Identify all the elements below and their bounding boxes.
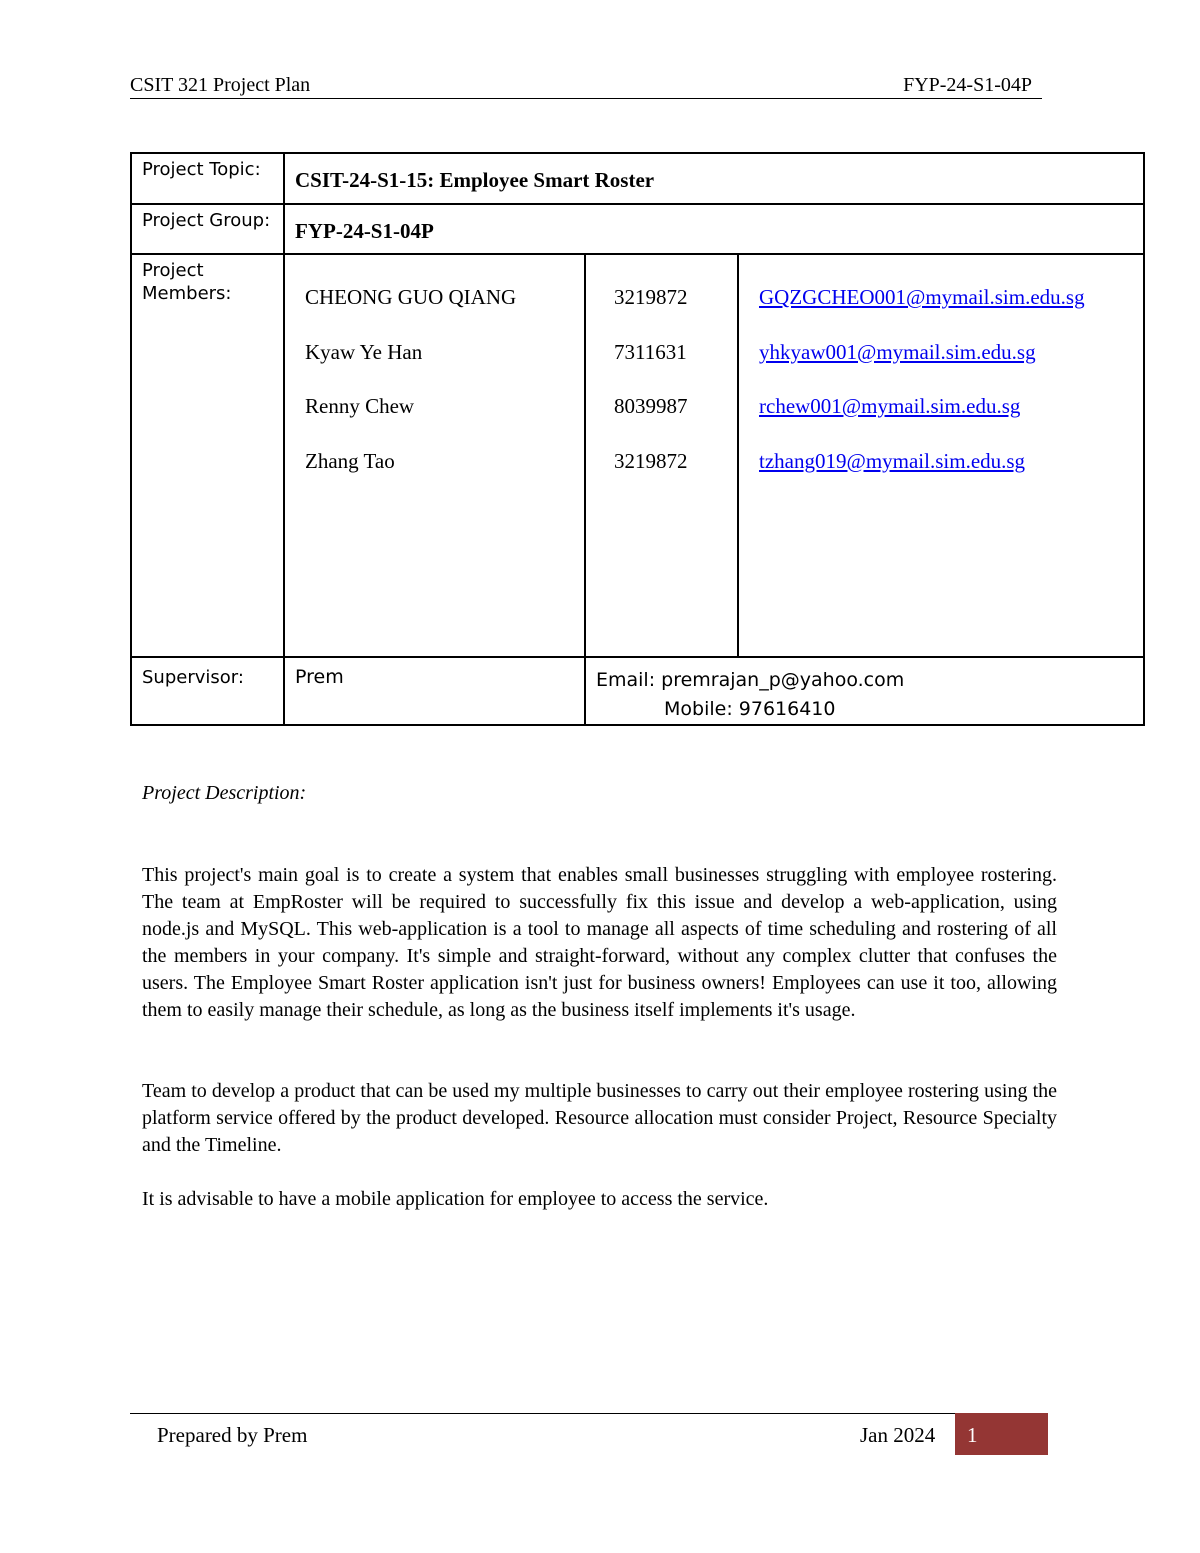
header-title: CSIT 321 Project Plan (130, 74, 311, 96)
description-title: Project Description: (142, 782, 307, 804)
page-number-box (955, 1413, 1048, 1455)
member-id: 7311631 (614, 339, 687, 364)
member-name: Zhang Tao (305, 448, 395, 473)
member-name: Kyaw Ye Han (305, 339, 423, 364)
page-header (130, 72, 1042, 99)
member-email-link[interactable]: tzhang019@mymail.sim.edu.sg (759, 448, 1026, 473)
description-paragraph-3: It is advisable to have a mobile application for employee to access the service. (142, 1188, 769, 1210)
supervisor-contact (585, 657, 1144, 725)
members-label: Project Members: (131, 254, 284, 657)
member-email-link[interactable]: rchew001@mymail.sim.edu.sg (759, 394, 1021, 418)
topic-label: Project Topic: (131, 153, 284, 204)
supervisor-email: Email: premrajan_p@yahoo.com (596, 669, 905, 691)
member-names-cell (284, 254, 585, 657)
description-paragraph-2: Team to develop a product that can be used my multiple businesses to carry out their employee rostering using the platform service offered by the product developed. Resource allocation must consider Project, Resource Specialty and the Timeline. (142, 1080, 1057, 1156)
member-id: 8039987 (614, 394, 688, 418)
supervisor-mobile: Mobile: 97616410 (664, 698, 836, 720)
member-name: Renny Chew (305, 394, 415, 418)
supervisor-label: Supervisor: (131, 657, 284, 725)
group-label: Project Group: (131, 204, 284, 254)
member-email-link[interactable]: yhkyaw001@mymail.sim.edu.sg (759, 339, 1036, 364)
footer-divider (130, 1413, 955, 1414)
member-ids-cell (585, 254, 738, 657)
member-id: 3219872 (614, 285, 688, 309)
footer-date: Jan 2024 (860, 1423, 936, 1447)
member-name: CHEONG GUO QIANG (305, 285, 517, 309)
page-number: 1 (967, 1423, 978, 1447)
group-value: FYP-24-S1-04P (284, 204, 1144, 254)
footer-prepared-by: Prepared by Prem (157, 1423, 308, 1447)
project-info-table (130, 152, 1145, 726)
topic-value: CSIT-24-S1-15: Employee Smart Roster (284, 153, 1144, 204)
member-email-link[interactable]: GQZGCHEO001@mymail.sim.edu.sg (759, 285, 1085, 309)
header-code: FYP-24-S1-04P (903, 74, 1032, 96)
member-id: 3219872 (614, 448, 688, 473)
member-emails-cell (738, 254, 1144, 657)
supervisor-name: Prem (284, 657, 585, 725)
description-paragraph-1: This project's main goal is to create a system that enables small businesses struggling with employee rostering. The team at EmpRoster will be required to successfully fix this issue and develop a web-application, using node.js and MySQL. This web-application is a tool to manage all aspects of time scheduling and rostering of all the members in your company. It's simple and straight-forward, without any complex clutter that confuses the users. The Employee Smart Roster application isn't just for business owners! Employees can use it too, allowing them to easily manage their schedule, as long as the business itself implements it's usage. (142, 864, 1057, 1021)
